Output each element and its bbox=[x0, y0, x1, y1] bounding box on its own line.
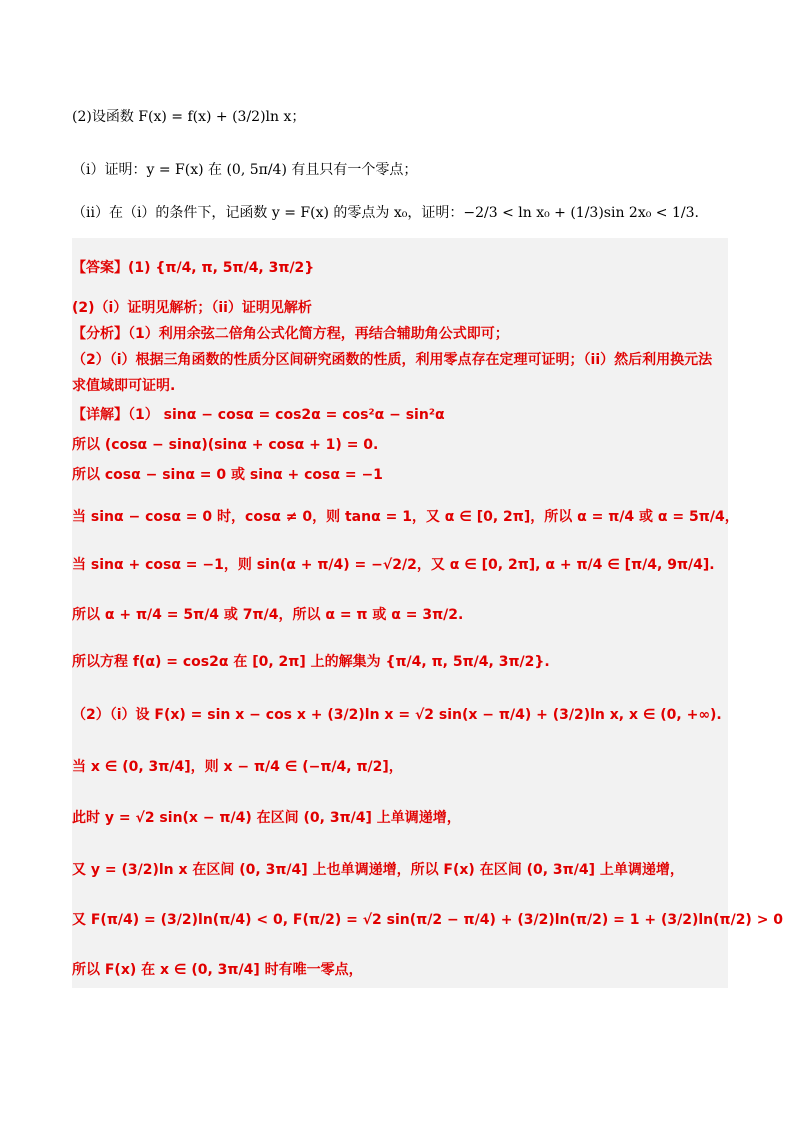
detail-line-5: 当 sinα + cosα = −1，则 sin(α + π/4) = −√2/2，又 α ∈ [0, 2π], α + π/4 ∈ [π/4, 9π/4]. bbox=[72, 557, 715, 573]
analysis-text-1: （1）利用余弦二倍角公式化简方程，再结合辅助角公式即可； bbox=[128, 326, 509, 342]
question-sub-i: （i）证明：y = F(x) 在 (0, 5π/4) 有且只有一个零点； bbox=[72, 162, 418, 178]
detail-line-1 bbox=[72, 405, 445, 425]
detail-line-8: （2）（i）设 F(x) = sin x − cos x + (3/2)ln x = √2 sin(x − π/4) + (3/2)ln x, x ∈ (0, +∞). bbox=[72, 707, 722, 723]
question-sub-ii: （ii）在（i）的条件下，记函数 y = F(x) 的零点为 x₀，证明：−2/3 < ln x₀ + (1/3)sin 2x₀ < 1/3. bbox=[72, 205, 699, 221]
detail-line-6: 所以 α + π/4 = 5π/4 或 7π/4，所以 α = π 或 α = 3π/2. bbox=[72, 607, 464, 623]
analysis-line-3: 求值域即可证明. bbox=[72, 378, 176, 394]
answer-part1: (1) {π/4, π, 5π/4, 3π/2} bbox=[128, 260, 315, 276]
detail-line-7: 所以方程 f(α) = cos2α 在 [0, 2π] 上的解集为 {π/4, π, 5π/4, 3π/2}. bbox=[72, 654, 550, 670]
analysis-line-2: （2）（i）根据三角函数的性质分区间研究函数的性质，利用零点存在定理可证明；（ii）然后利用换元法 bbox=[72, 352, 713, 368]
answer-line-1 bbox=[72, 258, 314, 278]
answer-label: 【答案】 bbox=[72, 260, 128, 276]
detail-line-10: 此时 y = √2 sin(x − π/4) 在区间 (0, 3π/4] 上单调递增， bbox=[72, 810, 461, 826]
detail-line-13: 所以 F(x) 在 x ∈ (0, 3π/4] 时有唯一零点， bbox=[72, 962, 363, 978]
analysis-label: 【分析】 bbox=[72, 326, 128, 342]
detail-label: 【详解】 bbox=[72, 407, 128, 423]
detail-line-4: 当 sinα − cosα = 0 时，cosα ≠ 0，则 tanα = 1，又 α ∈ [0, 2π]，所以 α = π/4 或 α = 5π/4， bbox=[72, 509, 739, 525]
detail-text-1: （1） sinα − cosα = cos2α = cos²α − sin²α bbox=[128, 407, 445, 423]
detail-line-11: 又 y = (3/2)ln x 在区间 (0, 3π/4] 上也单调递增，所以 F(x) 在区间 (0, 3π/4] 上单调递增， bbox=[72, 862, 684, 878]
question-part2: (2)设函数 F(x) = f(x) + (3/2)ln x； bbox=[72, 109, 306, 125]
detail-line-2: 所以 (cosα − sinα)(sinα + cosα + 1) = 0. bbox=[72, 437, 379, 453]
answer-part2: (2)（i）证明见解析；（ii）证明见解析 bbox=[72, 300, 312, 316]
detail-line-12: 又 F(π/4) = (3/2)ln(π/4) < 0, F(π/2) = √2 sin(π/2 − π/4) + (3/2)ln(π/2) = 1 + (3/2)ln(π/2) > 0 bbox=[72, 912, 784, 928]
detail-line-3: 所以 cosα − sinα = 0 或 sinα + cosα = −1 bbox=[72, 467, 383, 483]
detail-line-9: 当 x ∈ (0, 3π/4]，则 x − π/4 ∈ (−π/4, π/2]， bbox=[72, 759, 403, 775]
analysis-line-1 bbox=[72, 324, 509, 344]
